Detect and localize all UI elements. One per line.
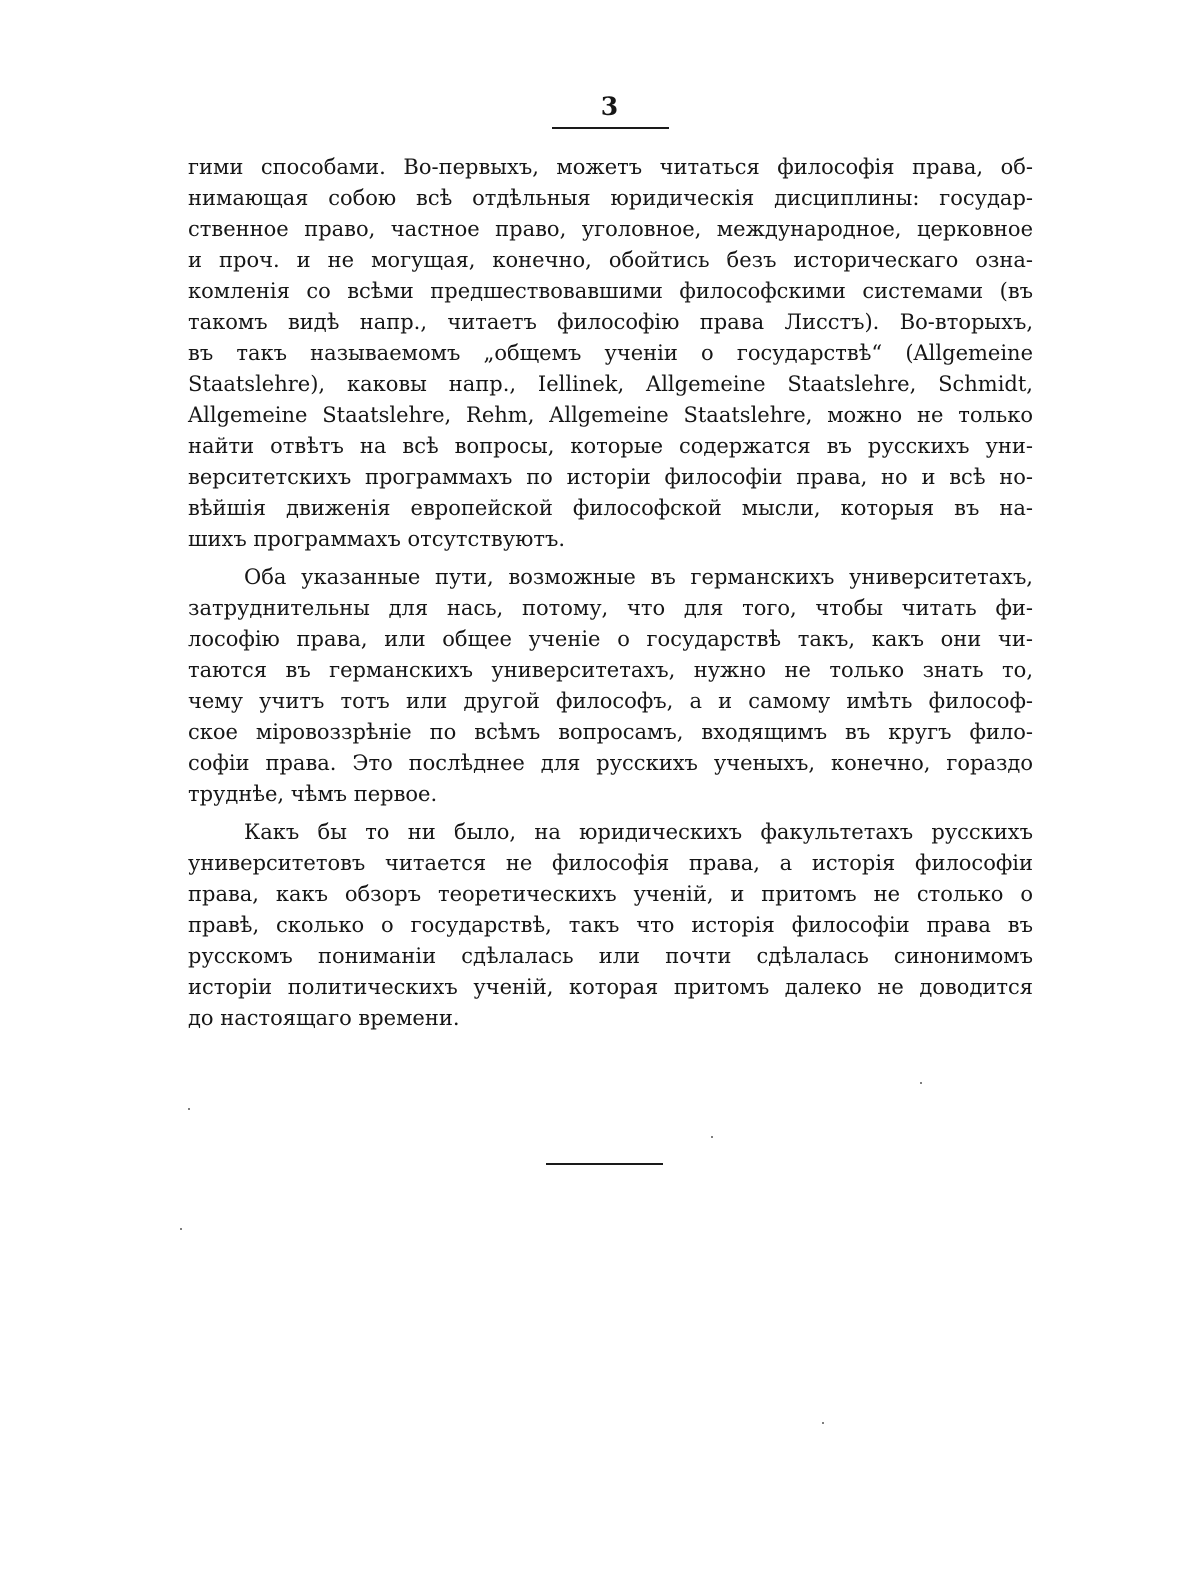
text-line: Allgemeine Staatslehre, Rehm, Allgemeine Staatslehre, можно не только: [188, 403, 1033, 427]
text-line: лософію права, или общее ученіе о государствѣ такъ, какъ они чи-: [188, 627, 1033, 651]
text-line: вѣйшія движенія европейской философской мысли, которыя въ на-: [188, 496, 1033, 520]
text-line: нимающая собою всѣ отдѣльныя юридическія дисциплины: государ-: [188, 186, 1033, 210]
page-number: 3: [600, 92, 619, 121]
text-line: верситетскихъ программахъ по исторіи философіи права, но и всѣ но-: [188, 465, 1033, 489]
end-rule: [546, 1163, 663, 1165]
text-line: Оба указанные пути, возможные въ германскихъ университетахъ,: [244, 565, 1033, 589]
scan-speck: [180, 1228, 182, 1230]
text-line: правѣ, сколько о государствѣ, такъ что исторія философіи права въ: [188, 913, 1033, 937]
text-line: таются въ германскихъ университетахъ, нужно не только знать то,: [188, 658, 1033, 682]
text-line: чему учитъ тотъ или другой философъ, а и самому имѣть философ-: [188, 689, 1033, 713]
scan-speck: [822, 1422, 824, 1424]
text-line: исторіи политическихъ ученій, которая притомъ далеко не доводится: [188, 975, 1033, 999]
text-line: комленія со всѣми предшествовавшими философскими системами (въ: [188, 279, 1033, 303]
text-line: ственное право, частное право, уголовное, международное, церковное: [188, 217, 1033, 241]
text-line: ское міровоззрѣніе по всѣмъ вопросамъ, входящимъ въ кругъ фило-: [188, 720, 1033, 744]
text-line: и проч. и не могущая, конечно, обойтись безъ историческаго озна-: [188, 248, 1033, 272]
text-line: въ такъ называемомъ „общемъ ученіи о государствѣ“ (Allgemeine: [188, 341, 1033, 365]
scan-speck: [920, 1082, 922, 1084]
text-line: Какъ бы то ни было, на юридическихъ факультетахъ русскихъ: [244, 820, 1033, 844]
text-line: до настоящаго времени.: [188, 1006, 460, 1030]
text-line: затруднительны для нась, потому, что для того, чтобы читать фи-: [188, 596, 1033, 620]
text-line: такомъ видѣ напр., читаетъ философію права Лисстъ). Во-вторыхъ,: [188, 310, 1033, 334]
scan-speck: [711, 1136, 713, 1138]
text-line: университетовъ читается не философія права, а исторія философіи: [188, 851, 1033, 875]
text-line: софіи права. Это послѣднее для русскихъ ученыхъ, конечно, гораздо: [188, 751, 1033, 775]
body-text: [188, 152, 1033, 1034]
text-line: шихъ программахъ отсутствуютъ.: [188, 527, 566, 551]
text-line: Staatslehre), каковы напр., Iellinek, Allgemeine Staatslehre, Schmidt,: [188, 372, 1033, 396]
text-line: русскомъ пониманіи сдѣлалась или почти сдѣлалась синонимомъ: [188, 944, 1033, 968]
text-line: гими способами. Во-первыхъ, можетъ читаться философія права, об-: [188, 155, 1033, 179]
text-line: найти отвѣтъ на всѣ вопросы, которые содержатся въ русскихъ уни-: [188, 434, 1033, 458]
scan-speck: [188, 1108, 190, 1110]
text-line: труднѣе, чѣмъ первое.: [188, 782, 438, 806]
header-rule: [552, 127, 669, 129]
text-line: права, какъ обзоръ теоретическихъ ученій, и притомъ не столько о: [188, 882, 1033, 906]
